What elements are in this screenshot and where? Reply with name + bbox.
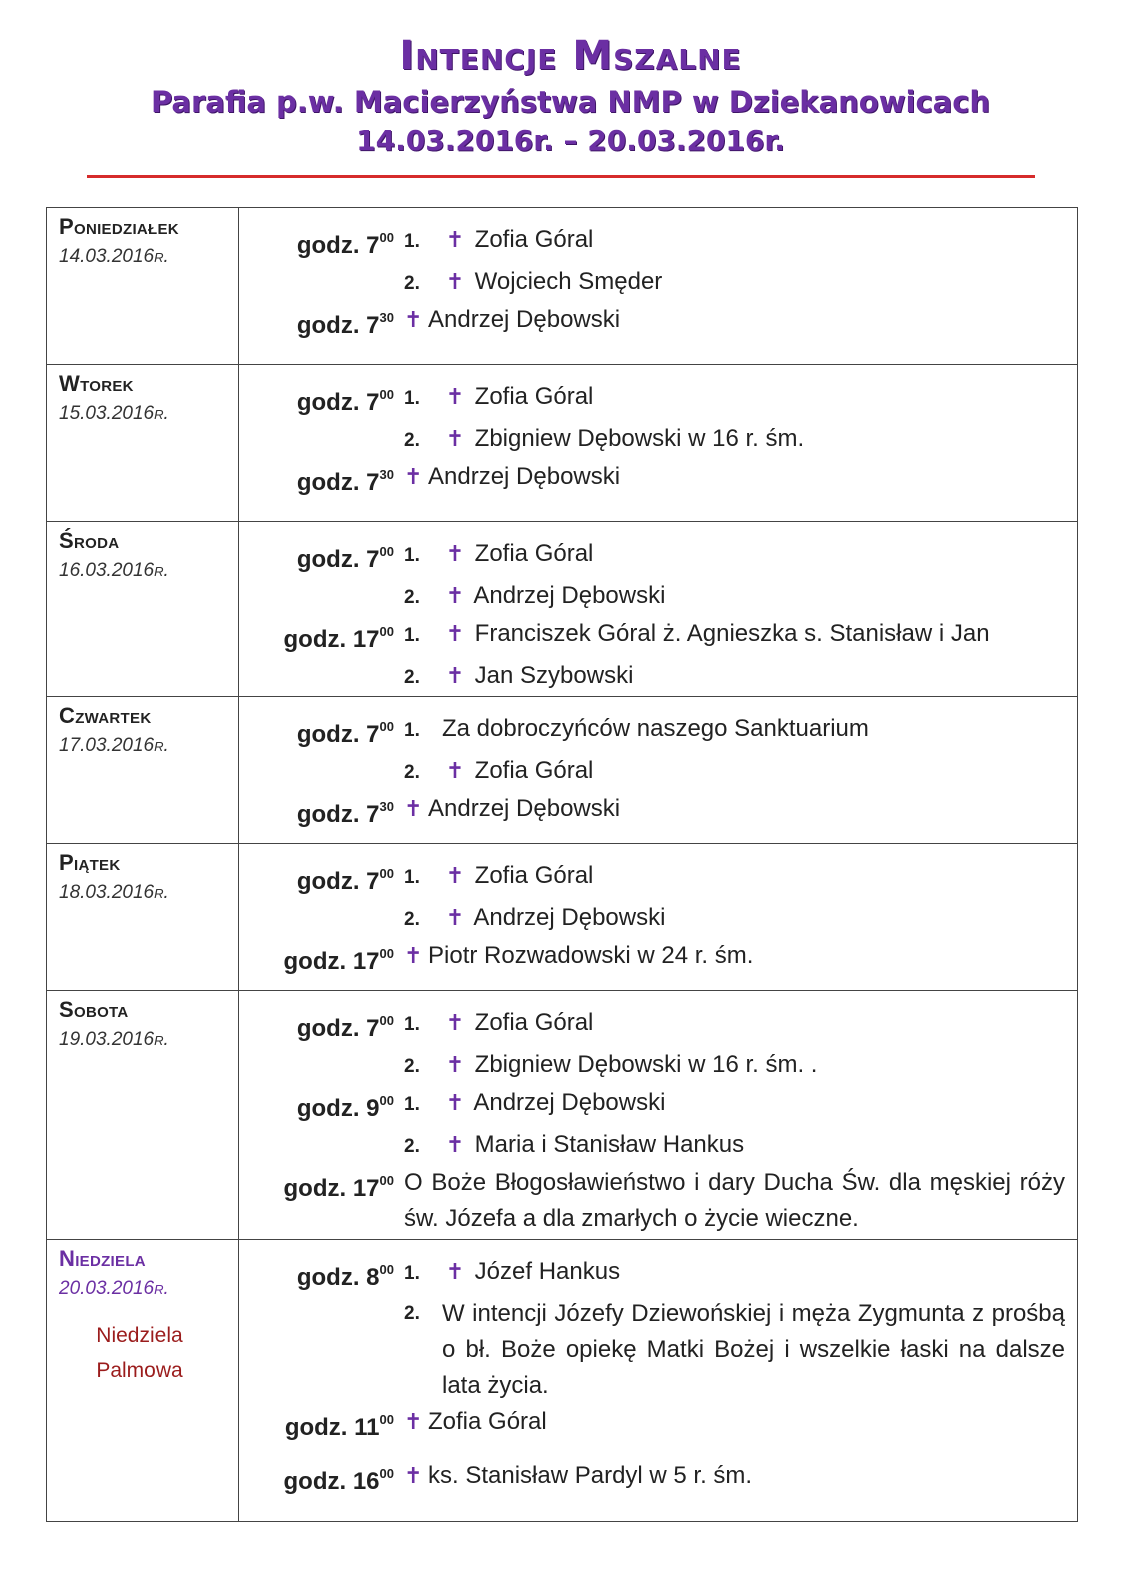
intention-line (239, 1296, 1077, 1404)
item-number: 1. (404, 1263, 420, 1284)
cross-icon: ✝ (404, 796, 423, 821)
time-minutes: 00 (379, 1093, 394, 1108)
mass-time (239, 222, 404, 264)
mass-time (239, 858, 404, 900)
cross-icon: ✝ (445, 1010, 465, 1035)
time-hour: 16 (352, 1468, 380, 1495)
intention-text-wrap (404, 222, 1077, 260)
intention-line (239, 421, 1077, 459)
item-number: 2. (404, 762, 420, 783)
godz-label: godz. (296, 801, 360, 828)
intention-line (239, 616, 1077, 658)
day-name: Niedziela (59, 1246, 146, 1271)
time-minutes: 30 (379, 467, 394, 482)
day-date (59, 246, 228, 268)
day-date (59, 403, 228, 425)
godz-label: godz. (296, 1095, 360, 1122)
time-hour: 7 (366, 232, 380, 259)
cross-icon: ✝ (445, 426, 465, 451)
page-title: Intencje Mszalne (399, 33, 742, 79)
day-date (59, 1029, 228, 1051)
item-number: 1. (404, 1094, 420, 1115)
intention-line (239, 379, 1077, 421)
intention-line (239, 1085, 1077, 1127)
feast-line: Niedziela (96, 1324, 183, 1347)
intention-text-wrap (404, 1085, 1077, 1123)
time-hour: 7 (366, 389, 380, 416)
intention-text: Wojciech Smęder (474, 268, 663, 295)
time-hour: 7 (366, 546, 380, 573)
mass-time (239, 379, 404, 421)
day-name: Środa (59, 528, 120, 553)
mass-time (239, 1404, 404, 1446)
day-name: Poniedziałek (59, 214, 179, 239)
time-minutes: 00 (379, 1173, 394, 1188)
godz-label: godz. (284, 1414, 348, 1441)
intention-text-wrap (404, 711, 1077, 749)
mass-time (239, 791, 404, 833)
time-hour: 17 (352, 1175, 380, 1202)
intention-text: Jan Szybowski (474, 662, 634, 689)
cross-icon: ✝ (445, 905, 465, 930)
cross-icon: ✝ (445, 1052, 465, 1077)
item-number: 2. (404, 587, 420, 608)
cross-icon: ✝ (445, 1090, 465, 1115)
intention-line (239, 302, 1077, 344)
time-hour: 7 (366, 312, 380, 339)
cross-icon: ✝ (445, 269, 465, 294)
intention-line (239, 264, 1077, 302)
day-row (47, 697, 1078, 844)
time-hour: 7 (366, 1015, 380, 1042)
item-number: 1. (404, 1014, 420, 1035)
intention-line (239, 753, 1077, 791)
intention-text-wrap (404, 1165, 1077, 1237)
time-minutes: 00 (379, 1412, 394, 1427)
item-number: 2. (404, 1056, 420, 1077)
godz-label: godz. (296, 1015, 360, 1042)
intention-text-wrap (404, 379, 1077, 417)
day-cell (47, 522, 239, 697)
intention-line (239, 900, 1077, 938)
item-number: 1. (404, 720, 420, 741)
day-date-suffix: r. (154, 560, 169, 581)
day-date-value: 19.03.2016 (59, 1029, 155, 1050)
intention-text-wrap (404, 858, 1077, 896)
intention-line (239, 658, 1077, 696)
time-minutes: 00 (379, 866, 394, 881)
intention-text: W intencji Józefy Dziewońskiej i męża Zygmunta z prośbą o bł. Boże opiekę Matki Bożej i wszelkie łaski na dalsze lata życia. (442, 1300, 1065, 1399)
day-date-suffix: r. (154, 1278, 169, 1299)
mass-time (239, 536, 404, 578)
intention-line (239, 1127, 1077, 1165)
day-date (59, 560, 228, 582)
cross-icon: ✝ (404, 1463, 423, 1488)
intention-text: Franciszek Góral ż. Agnieszka s. Stanisław i Jan (474, 620, 990, 647)
time-minutes: 00 (379, 624, 394, 639)
day-row (47, 365, 1078, 522)
day-date (59, 1278, 228, 1300)
godz-label: godz. (296, 1264, 360, 1291)
time-minutes: 00 (379, 1013, 394, 1028)
intention-text-wrap (404, 1047, 1077, 1085)
time-minutes: 00 (379, 1262, 394, 1277)
item-number: 2. (404, 1136, 420, 1157)
day-date-suffix: r. (154, 403, 169, 424)
item-number: 1. (404, 625, 420, 646)
mass-schedule-table (46, 207, 1078, 1522)
cross-icon: ✝ (445, 384, 465, 409)
day-cell (47, 991, 239, 1240)
mass-time (239, 459, 404, 501)
mass-time (239, 711, 404, 753)
day-cell (47, 365, 239, 522)
intention-text: Zbigniew Dębowski w 16 r. śm. (474, 425, 805, 452)
intention-line (239, 1254, 1077, 1296)
time-hour: 8 (366, 1264, 380, 1291)
intention-text: Andrzej Dębowski (428, 795, 621, 822)
intention-text: Zofia Góral (474, 1009, 594, 1036)
day-date (59, 735, 228, 757)
intention-line (239, 1404, 1077, 1446)
day-row (47, 208, 1078, 365)
intention-text-wrap (404, 1254, 1077, 1292)
intention-text: ks. Stanisław Pardyl w 5 r. śm. (428, 1462, 753, 1489)
intention-text: Józef Hankus (474, 1258, 621, 1285)
cross-icon: ✝ (445, 583, 465, 608)
intention-text: Andrzej Dębowski (473, 904, 666, 931)
godz-label: godz. (283, 948, 347, 975)
item-number: 2. (404, 273, 420, 294)
time-minutes: 30 (379, 799, 394, 814)
intention-text-wrap (404, 421, 1077, 459)
godz-label: godz. (296, 546, 360, 573)
intention-text: Zofia Góral (474, 226, 594, 253)
intention-text: Zofia Góral (474, 757, 594, 784)
masses-cell (239, 844, 1078, 991)
intention-text: Zofia Góral (474, 862, 594, 889)
intention-line (239, 1047, 1077, 1085)
day-date-suffix: r. (154, 246, 169, 267)
cross-icon: ✝ (445, 663, 465, 688)
cross-icon: ✝ (404, 307, 423, 332)
time-minutes: 00 (379, 544, 394, 559)
cross-icon: ✝ (404, 464, 423, 489)
day-date-value: 15.03.2016 (59, 403, 155, 424)
intention-text: Piotr Rozwadowski w 24 r. śm. (428, 942, 754, 969)
item-number: 2. (404, 909, 420, 930)
cross-icon: ✝ (445, 758, 465, 783)
masses-cell (239, 365, 1078, 522)
intention-text-wrap (404, 459, 1077, 495)
intention-line (239, 791, 1077, 833)
item-number: 2. (404, 1303, 420, 1324)
mass-time (239, 938, 404, 980)
masses-cell (239, 1240, 1078, 1522)
godz-label: godz. (283, 626, 347, 653)
cross-icon: ✝ (445, 621, 465, 646)
mass-time (239, 1458, 404, 1500)
cross-icon: ✝ (445, 227, 465, 252)
cross-icon: ✝ (404, 943, 423, 968)
intention-text: Maria i Stanisław Hankus (474, 1131, 745, 1158)
time-hour: 7 (366, 469, 380, 496)
intention-line (239, 578, 1077, 616)
masses-cell (239, 697, 1078, 844)
intention-line (239, 1005, 1077, 1047)
masses-cell (239, 208, 1078, 365)
intention-text-wrap (404, 900, 1077, 938)
time-hour: 9 (366, 1095, 380, 1122)
mass-time (239, 1005, 404, 1047)
item-number: 2. (404, 667, 420, 688)
intention-text-wrap (404, 791, 1077, 827)
item-number: 1. (404, 231, 420, 252)
intention-text-wrap (404, 264, 1077, 302)
intention-text: Andrzej Dębowski (473, 582, 666, 609)
page-header (0, 30, 1141, 160)
godz-label: godz. (283, 1468, 347, 1495)
time-minutes: 00 (379, 719, 394, 734)
intention-line (239, 1458, 1077, 1500)
day-cell (47, 697, 239, 844)
intention-text-wrap (404, 616, 1077, 654)
intention-text-wrap (404, 1127, 1077, 1165)
mass-time (239, 1085, 404, 1127)
day-row (47, 1240, 1078, 1522)
date-range: 14.03.2016r. – 20.03.2016r. (356, 124, 785, 157)
mass-time (239, 302, 404, 344)
intention-line (239, 222, 1077, 264)
intention-text-wrap (404, 1296, 1077, 1404)
intention-text-wrap (404, 302, 1077, 338)
day-name: Piątek (59, 850, 121, 875)
time-hour: 11 (354, 1414, 380, 1441)
masses-cell (239, 522, 1078, 697)
godz-label: godz. (296, 232, 360, 259)
intention-line (239, 459, 1077, 501)
feast-line: Palmowa (96, 1359, 183, 1382)
time-hour: 17 (352, 626, 380, 653)
godz-label: godz. (296, 721, 360, 748)
day-date-suffix: r. (154, 1029, 169, 1050)
godz-label: godz. (296, 469, 360, 496)
cross-icon: ✝ (404, 1409, 423, 1434)
mass-time (239, 1254, 404, 1296)
day-date-value: 14.03.2016 (59, 246, 155, 267)
time-hour: 17 (352, 948, 380, 975)
time-hour: 7 (366, 868, 380, 895)
mass-time (239, 1165, 404, 1207)
mass-time (239, 616, 404, 658)
intention-text: Za dobroczyńców naszego Sanktuarium (442, 715, 869, 742)
day-date-value: 18.03.2016 (59, 882, 155, 903)
cross-icon: ✝ (445, 863, 465, 888)
item-number: 1. (404, 545, 420, 566)
time-minutes: 00 (379, 387, 394, 402)
day-date-value: 17.03.2016 (59, 735, 155, 756)
day-row (47, 991, 1078, 1240)
cross-icon: ✝ (445, 1259, 465, 1284)
day-date-value: 20.03.2016 (59, 1278, 155, 1299)
day-row (47, 844, 1078, 991)
day-cell (47, 208, 239, 365)
intention-text: Zofia Góral (474, 383, 594, 410)
godz-label: godz. (296, 389, 360, 416)
day-row (47, 522, 1078, 697)
day-cell (47, 1240, 239, 1522)
intention-line (239, 938, 1077, 980)
header-divider (87, 175, 1035, 178)
day-name: Czwartek (59, 703, 152, 728)
day-date-value: 16.03.2016 (59, 560, 155, 581)
intention-line (239, 858, 1077, 900)
intention-text-wrap (404, 658, 1077, 696)
godz-label: godz. (296, 868, 360, 895)
day-date (59, 882, 228, 904)
intention-text: O Boże Błogosławieństwo i dary Ducha Św. dla męskiej róży św. Józefa a dla zmarłych o życie wieczne. (404, 1169, 1065, 1232)
item-number: 1. (404, 388, 420, 409)
intention-text: Andrzej Dębowski (428, 306, 621, 333)
parish-name: Parafia p.w. Macierzyństwa NMP w Dziekanowicach (150, 85, 991, 119)
time-hour: 7 (366, 721, 380, 748)
intention-line (239, 1165, 1077, 1237)
time-minutes: 00 (379, 1466, 394, 1481)
day-cell (47, 844, 239, 991)
time-minutes: 30 (379, 310, 394, 325)
intention-text: Zofia Góral (428, 1408, 547, 1435)
intention-line (239, 711, 1077, 753)
intention-text-wrap (404, 578, 1077, 616)
time-minutes: 00 (379, 946, 394, 961)
intention-text-wrap (404, 1005, 1077, 1043)
intention-text-wrap (404, 938, 1077, 974)
item-number: 2. (404, 430, 420, 451)
intention-text: Zofia Góral (474, 540, 594, 567)
intention-line (239, 536, 1077, 578)
cross-icon: ✝ (445, 541, 465, 566)
masses-cell (239, 991, 1078, 1240)
time-hour: 7 (366, 801, 380, 828)
intention-text: Zbigniew Dębowski w 16 r. śm. . (474, 1051, 818, 1078)
intention-text-wrap (404, 753, 1077, 791)
godz-label: godz. (296, 312, 360, 339)
cross-icon: ✝ (445, 1132, 465, 1157)
intention-text: Andrzej Dębowski (473, 1089, 666, 1116)
feast-label (59, 1318, 220, 1388)
time-minutes: 00 (379, 230, 394, 245)
day-name: Sobota (59, 997, 129, 1022)
item-number: 1. (404, 867, 420, 888)
godz-label: godz. (283, 1175, 347, 1202)
intention-text-wrap (404, 536, 1077, 574)
day-date-suffix: r. (154, 735, 169, 756)
intention-text: Andrzej Dębowski (428, 463, 621, 490)
intention-text-wrap (404, 1458, 1077, 1494)
day-date-suffix: r. (154, 882, 169, 903)
intention-text-wrap (404, 1404, 1077, 1440)
day-name: Wtorek (59, 371, 134, 396)
